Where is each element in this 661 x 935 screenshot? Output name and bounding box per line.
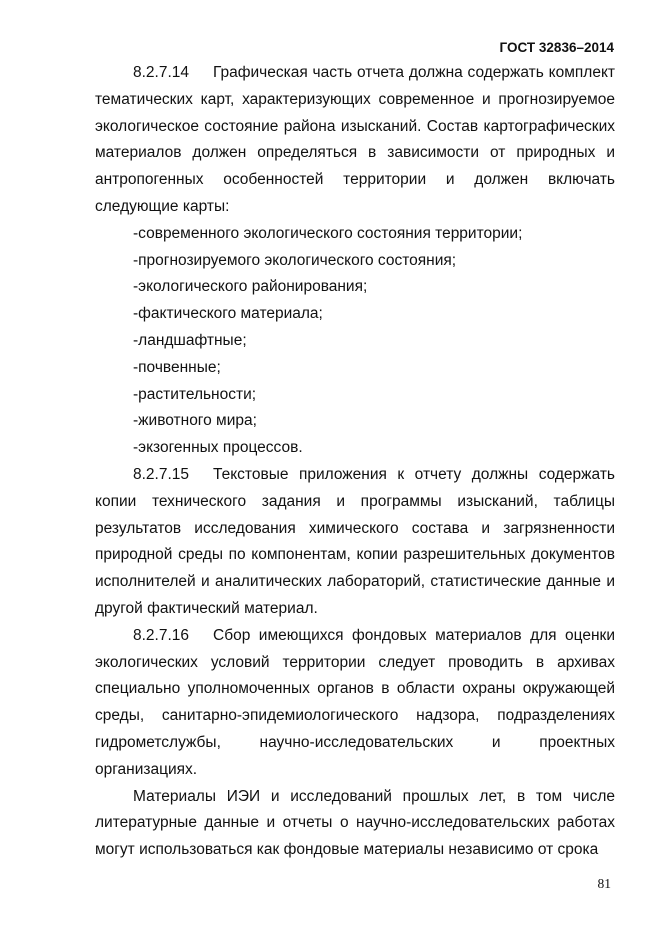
list-item: -растительности; — [133, 385, 257, 403]
list-item: -современного экологического состояния территории; — [133, 224, 523, 242]
paragraph-archive-materials: Материалы ИЭИ и исследований прошлых лет, в том числе литературные данные и отчеты о научно-исследовательских работах могут использоваться как фондовые материалы независимо от срока — [95, 787, 615, 859]
paragraph-8-2-7-14 — [95, 60, 615, 221]
clause-number: 8.2.7.15 — [133, 465, 190, 483]
list-item: -экологического районирования; — [133, 278, 368, 296]
page-content — [95, 60, 615, 864]
list-item: -прогнозируемого экологического состояния; — [133, 251, 457, 269]
paragraph-text: Графическая часть отчета должна содержать комплект тематических карт, характеризующих современное и прогнозируемое экологическое состояние района изысканий. Состав картографических материалов должен определяться в зависимости от природных и антропогенных особенностей территории и должен включать следующие карты: — [95, 64, 615, 215]
paragraph-8-2-7-15 — [95, 462, 615, 623]
document-code-header: ГОСТ 32836–2014 — [499, 40, 614, 55]
paragraph-8-2-7-16 — [95, 623, 615, 784]
clause-number: 8.2.7.16 — [133, 626, 190, 644]
paragraph-text: Сбор имеющихся фондовых материалов для оценки экологических условий территории следует проводить в архивах специально уполномоченных органов в области охраны окружающей среды, санитарно-эпидемиологического надзора, подразделениях гидрометслужбы, научно-исследовательских и проектных организациях. — [95, 626, 615, 778]
list-item: -фактического материала; — [133, 305, 323, 323]
list-item: -экзогенных процессов. — [133, 439, 303, 457]
list-item: -животного мира; — [133, 412, 257, 430]
list-item: -почвенные; — [133, 358, 221, 376]
clause-number: 8.2.7.14 — [133, 64, 190, 81]
page-number: 81 — [597, 876, 611, 891]
paragraph-text: Текстовые приложения к отчету должны содержать копии технического задания и программы изысканий, таблицы результатов исследования химического состава и загрязненности природной среды по компонентам, копии разрешительных документов исполнителей и аналитических лабораторий, статистические данные и другой фактический материал. — [95, 465, 615, 617]
list-item: -ландшафтные; — [133, 331, 247, 349]
